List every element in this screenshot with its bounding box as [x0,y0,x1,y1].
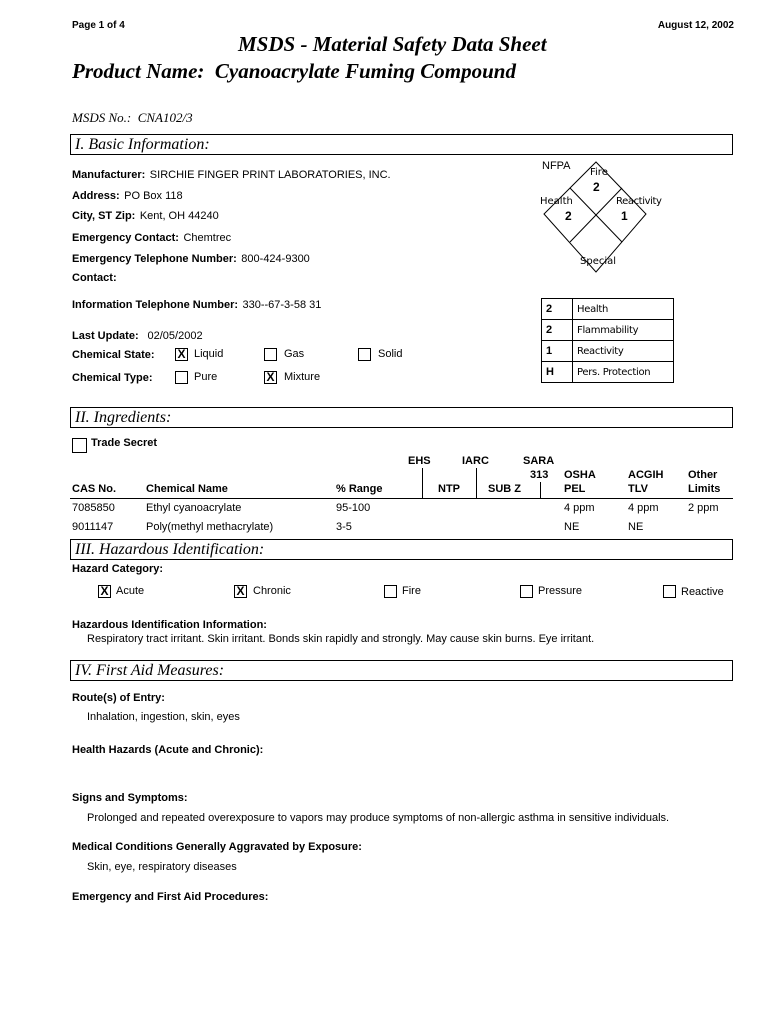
hmis-label: Pers. Protection [573,362,674,383]
product-name-label: Product Name: [72,59,205,83]
type-pure-checkbox[interactable] [175,371,188,384]
address-row [72,186,183,204]
signs-label: Signs and Symptoms: [72,792,188,804]
trade-secret-label: Trade Secret [91,437,158,449]
last-update-label: Last Update: [72,330,139,342]
row-other-limits: 2 ppm [688,502,719,514]
address-label: Address: [72,190,120,202]
hmis-value: 2 [542,299,573,320]
col-subz: SUB Z [488,483,521,495]
hmis-row [542,320,674,341]
row-cas: 7085850 [72,502,115,514]
col-osha: OSHA [564,469,596,481]
col-other: Other [688,469,718,481]
last-update-row [72,326,203,344]
product-name-line [72,59,516,84]
row-range: 3-5 [336,521,352,533]
row-cas: 9011147 [72,521,114,533]
emergency-contact-value: Chemtrec [183,232,232,244]
state-gas-checkbox[interactable] [264,348,277,361]
info-phone-row [72,295,321,313]
contact-label: Contact: [72,272,117,284]
emergency-contact-row [72,228,231,246]
address-value: PO Box 118 [124,190,183,202]
nfpa-health-value: 2 [565,209,572,223]
info-phone-value: 330--67-3-58 31 [242,299,322,311]
hmis-value: H [542,362,573,383]
manufacturer-label: Manufacturer: [72,169,146,181]
col-iarc: IARC [462,455,489,467]
hmis-table [541,298,674,383]
state-gas-label: Gas [284,348,305,360]
hmis-value: 1 [542,341,573,362]
state-solid-label: Solid [378,348,403,360]
hazard-reactive-label: Reactive [681,586,724,598]
row-chemical-name: Ethyl cyanoacrylate [146,502,242,514]
state-solid-checkbox[interactable] [358,348,371,361]
emergency-procedures-label: Emergency and First Aid Procedures: [72,891,269,903]
state-liquid-label: Liquid [194,348,224,360]
hmis-row [542,362,674,383]
hazard-chronic-checkbox[interactable]: X [234,585,247,598]
nfpa-reactivity-value: 1 [621,209,628,223]
msds-no-label: MSDS No.: [72,110,132,125]
state-liquid-checkbox[interactable]: X [175,348,188,361]
row-pel: 4 ppm [564,502,595,514]
hazard-fire-label: Fire [402,585,421,597]
hazard-reactive-checkbox[interactable] [663,585,676,598]
hazard-acute-label: Acute [116,585,145,597]
chemical-state-label: Chemical State: [72,349,155,361]
signs-text: Prolonged and repeated overexposure to vapors may produce symptoms of non-allergic asthma in sensitive individuals. [87,812,670,824]
msds-number-line [72,110,193,126]
section-ingredients: II. Ingredients: [70,407,733,428]
nfpa-fire-label: Fire [590,167,608,178]
last-update-value: 02/05/2002 [147,330,203,342]
hazard-category-label: Hazard Category: [72,563,164,575]
type-mixture-label: Mixture [284,371,321,383]
header-divider [422,468,423,498]
section-basic-information: I. Basic Information: [70,134,733,155]
col-acgih: ACGIH [628,469,664,481]
city-row [72,206,219,224]
hazard-info-text: Respiratory tract irritant. Skin irritant. Bonds skin rapidly and strongly. May cause skin burns. Eye irritant. [87,633,595,645]
header-divider [540,482,541,498]
nfpa-special-label: Special [580,256,617,267]
row-range: 95-100 [336,502,371,514]
hmis-label: Health [573,299,674,320]
type-mixture-checkbox[interactable]: X [264,371,277,384]
chemical-type-label: Chemical Type: [72,372,153,384]
medical-conditions-label: Medical Conditions Generally Aggravated by Exposure: [72,841,362,853]
section-first-aid: IV. First Aid Measures: [70,660,733,681]
col-tlv: TLV [628,483,648,495]
row-chemical-name: Poly(methyl methacrylate) [146,521,274,533]
col-chemical-name: Chemical Name [146,483,228,495]
routes-text: Inhalation, ingestion, skin, eyes [87,711,240,723]
row-tlv: NE [628,521,644,533]
table-header-rule [70,498,733,499]
row-pel: NE [564,521,580,533]
emergency-phone-row [72,249,310,267]
hmis-label: Reactivity [573,341,674,362]
col-limits: Limits [688,483,721,495]
city-value: Kent, OH 44240 [139,210,219,222]
hazard-acute-checkbox[interactable]: X [98,585,111,598]
hazard-fire-checkbox[interactable] [384,585,397,598]
trade-secret-checkbox[interactable] [72,438,87,453]
manufacturer-row [72,165,391,183]
page-number: Page 1 of 4 [72,20,125,31]
routes-label: Route(s) of Entry: [72,692,165,704]
document-date: August 12, 2002 [657,20,734,31]
msds-no: CNA102/3 [137,110,193,125]
hmis-row [542,341,674,362]
col-cas: CAS No. [72,483,116,495]
manufacturer-value: SIRCHIE FINGER PRINT LABORATORIES, INC. [149,169,391,181]
type-pure-label: Pure [194,371,218,383]
medical-conditions-text: Skin, eye, respiratory diseases [87,861,237,873]
info-phone-label: Information Telephone Number: [72,299,239,311]
col-sara: SARA [523,455,555,467]
hazard-chronic-label: Chronic [253,585,291,597]
nfpa-title: NFPA [542,160,571,172]
health-hazards-label: Health Hazards (Acute and Chronic): [72,744,264,756]
section-hazardous-identification: III. Hazardous Identification: [70,539,733,560]
col-ehs: EHS [408,455,431,467]
hazard-pressure-label: Pressure [538,585,583,597]
emergency-phone-value: 800-424-9300 [241,253,310,265]
nfpa-reactivity-label: Reactivity [616,196,662,207]
emergency-phone-label: Emergency Telephone Number: [72,253,237,265]
hmis-row [542,299,674,320]
row-tlv: 4 ppm [628,502,659,514]
hmis-label: Flammability [573,320,674,341]
col-ntp: NTP [438,483,460,495]
nfpa-fire-value: 2 [593,180,600,194]
hmis-value: 2 [542,320,573,341]
col-range: % Range [336,483,383,495]
page-title: MSDS - Material Safety Data Sheet [238,32,547,56]
hazard-info-label: Hazardous Identification Information: [72,619,267,631]
hazard-pressure-checkbox[interactable] [520,585,533,598]
nfpa-health-label: Health [540,196,573,207]
product-name: Cyanoacrylate Fuming Compound [214,59,516,83]
header-divider [476,468,477,498]
city-label: City, ST Zip: [72,210,136,222]
emergency-contact-label: Emergency Contact: [72,232,179,244]
col-313: 313 [530,469,549,481]
col-pel: PEL [564,483,586,495]
